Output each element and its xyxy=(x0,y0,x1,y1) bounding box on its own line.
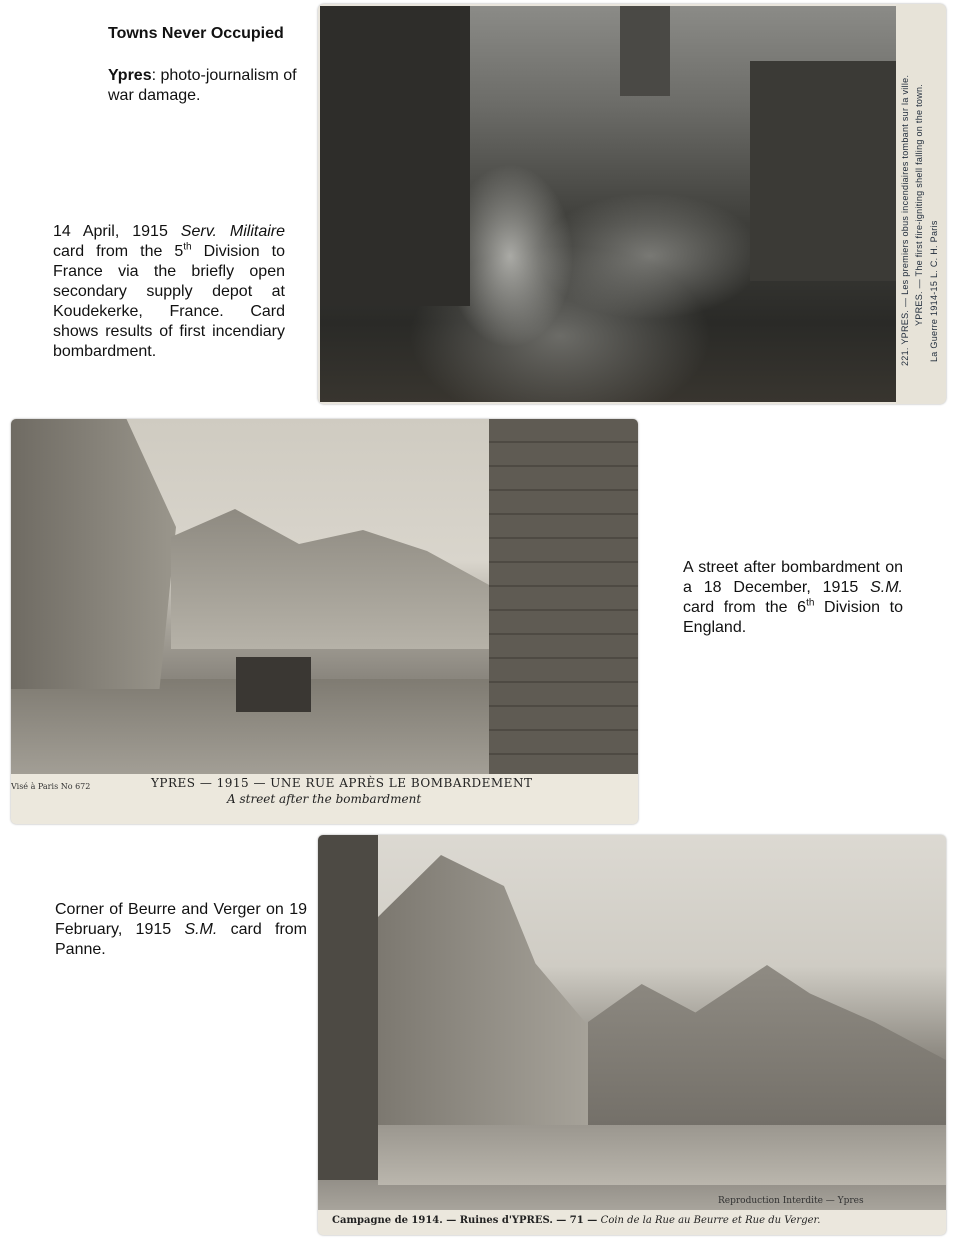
ruined-building xyxy=(378,855,588,1165)
page-title: Towns Never Occupied xyxy=(108,25,284,42)
subtitle-desc: : photo-journalism of war damage. xyxy=(108,67,297,104)
page-subtitle xyxy=(108,66,318,106)
caption-text: 14 April, 1915 xyxy=(53,223,181,240)
postcard-caption xyxy=(332,1215,820,1226)
caption-campaign: Campagne de 1914. xyxy=(332,1215,443,1226)
caption-italic: S.M. xyxy=(870,579,903,596)
ruined-houses xyxy=(171,509,491,649)
postcard-censor-mark: Visé à Paris No 672 xyxy=(11,782,91,791)
caption-location: Coin de la Rue au Beurre et Rue du Verger. xyxy=(600,1215,821,1226)
postcard-ypres-corner xyxy=(318,835,946,1235)
postcard-repro-mark: Reproduction Interdite — Ypres xyxy=(718,1196,864,1206)
caption-card2 xyxy=(683,558,903,638)
caption-italic: Serv. Militaire xyxy=(180,223,286,240)
postcard-ypres-fire xyxy=(318,4,946,404)
caption-card3 xyxy=(55,900,307,960)
caption-text: Corner of Beurre and Verger on 19 February, 1915 xyxy=(55,901,307,938)
ruined-building xyxy=(11,419,176,689)
postcard-side-publisher: La Guerre 1914-15 L. C. H. Paris xyxy=(929,220,939,362)
caption-text: A street after bombardment on a 18 December, 1915 xyxy=(683,559,903,596)
caption-text: Division to France via the briefly open secondary supply depot at Koudekerke, France. Card shows results of first incendiary bombardment. xyxy=(53,243,285,360)
postcard-side-caption-en: YPRES. — The first fire-igniting shell falling on the town. xyxy=(914,83,924,326)
caption-sup: th xyxy=(806,597,815,609)
subtitle-town: Ypres xyxy=(108,67,152,84)
postcard-caption-en: A street after the bombardment xyxy=(227,792,422,806)
postcard-photo xyxy=(320,6,896,402)
ruined-tower xyxy=(620,6,670,96)
caption-card1 xyxy=(53,222,285,362)
postcard-ypres-street xyxy=(11,419,638,824)
standing-building xyxy=(318,835,378,1180)
rubble xyxy=(378,1125,946,1185)
postcard-caption-fr: YPRES — 1915 — UNE RUE APRÈS LE BOMBARDEMENT xyxy=(151,776,533,790)
ruined-building xyxy=(750,61,896,281)
caption-sup: th xyxy=(183,241,192,253)
brick-wall xyxy=(489,419,638,774)
caption-text: Division to England. xyxy=(683,599,904,636)
caption-text: card from the 6 xyxy=(683,599,807,616)
postcard-photo xyxy=(318,835,946,1210)
caption-text: card from Panne. xyxy=(55,921,308,958)
caption-series: — Ruines d'YPRES. — 71 — xyxy=(442,1215,601,1226)
ruined-building xyxy=(320,6,470,306)
caption-text: card from the 5 xyxy=(53,243,184,260)
postcard-photo xyxy=(11,419,638,774)
cart xyxy=(236,657,311,712)
caption-italic: S.M. xyxy=(184,921,218,938)
postcard-side-caption-fr: 221. YPRES. — Les premiers obus incendiaires tombant sur la ville. xyxy=(900,74,910,366)
